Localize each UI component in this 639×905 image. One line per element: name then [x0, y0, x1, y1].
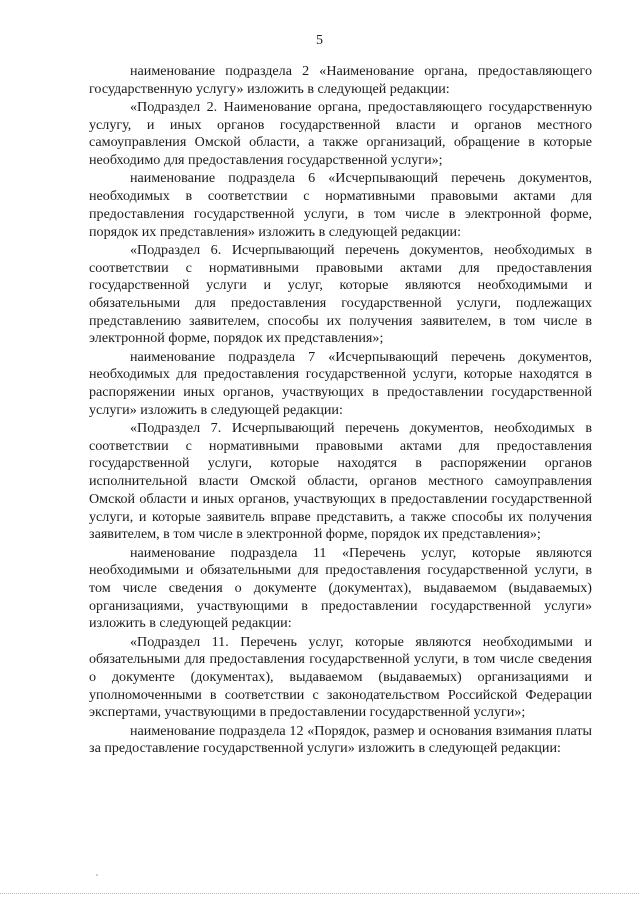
paragraph-subsection-2-heading: наименование подраздела 2 «Наименование органа, предоставляющего государственную услугу» изложить в следующей редакции:	[89, 63, 592, 97]
document-body	[89, 63, 592, 759]
paragraph-subsection-2-new-text: «Подраздел 2. Наименование органа, предоставляющего государственную услугу, и иных органов государственной власти и органов местного самоуправления Омской области, а также организаций, обращение в которые необходимо для предоставления государственной услуги»;	[89, 99, 592, 169]
page-number: 5	[316, 33, 323, 48]
paragraph-subsection-7-new-text: «Подраздел 7. Исчерпывающий перечень документов, необходимых в соответствии с нормативными правовыми актами для предоставления государственной услуги, которые находятся в распоряжении органов исполнительной власти Омской области, органов местного самоуправления Омской области и иных органов, участвующих в предоставлении государственной услуги, и которые заявитель вправе представить, а также способы их получения заявителем, в том числе в электронной форме, порядок их представления»;	[89, 420, 592, 543]
paragraph-subsection-11-new-text: «Подраздел 11. Перечень услуг, которые являются необходимыми и обязательными для предоставления государственной услуги, в том числе сведения о документе (документах), выдаваемом (выдаваемых) организациями и уполномоченными в соответствии с законодательством Российской Федерации экспертами, участвующими в предоставлении государственной услуги»;	[89, 633, 592, 721]
paragraph-subsection-6-heading: наименование подраздела 6 «Исчерпывающий перечень документов, необходимых в соответствии с нормативными правовыми актами для предоставления государственной услуги, в том числе в электронной форме, порядок их представления» изложить в следующей редакции:	[89, 170, 592, 240]
paragraph-subsection-7-heading: наименование подраздела 7 «Исчерпывающий перечень документов, необходимых для предоставления государственной услуги, которые находятся в распоряжении иных органов, участвующих в предоставлении государственной услуги» изложить в следующей редакции:	[89, 348, 592, 418]
paragraph-subsection-11-heading: наименование подраздела 11 «Перечень услуг, которые являются необходимыми и обязательными для предоставления государственной услуги, в том числе сведения о документе (документах), выдаваемом (выдаваемых) организациями, участвующими в предоставлении государственной услуги» изложить в следующей редакции:	[89, 544, 592, 632]
paragraph-subsection-12-heading: наименование подраздела 12 «Порядок, размер и основания взимания платы за предоставление государственной услуги» изложить в следующей редакции:	[89, 722, 592, 757]
paragraph-subsection-6-new-text: «Подраздел 6. Исчерпывающий перечень документов, необходимых в соответствии с нормативными правовыми актами для предоставления государственной услуги и услуг, которые являются необходимыми и обязательными для предоставления государственной услуги, подлежащих представлению заявителем, способы их получения заявителем, в том числе в электронной форме, порядок их представления»;	[89, 241, 592, 347]
scan-speck	[96, 874, 98, 876]
scan-edge-line	[0, 893, 639, 894]
